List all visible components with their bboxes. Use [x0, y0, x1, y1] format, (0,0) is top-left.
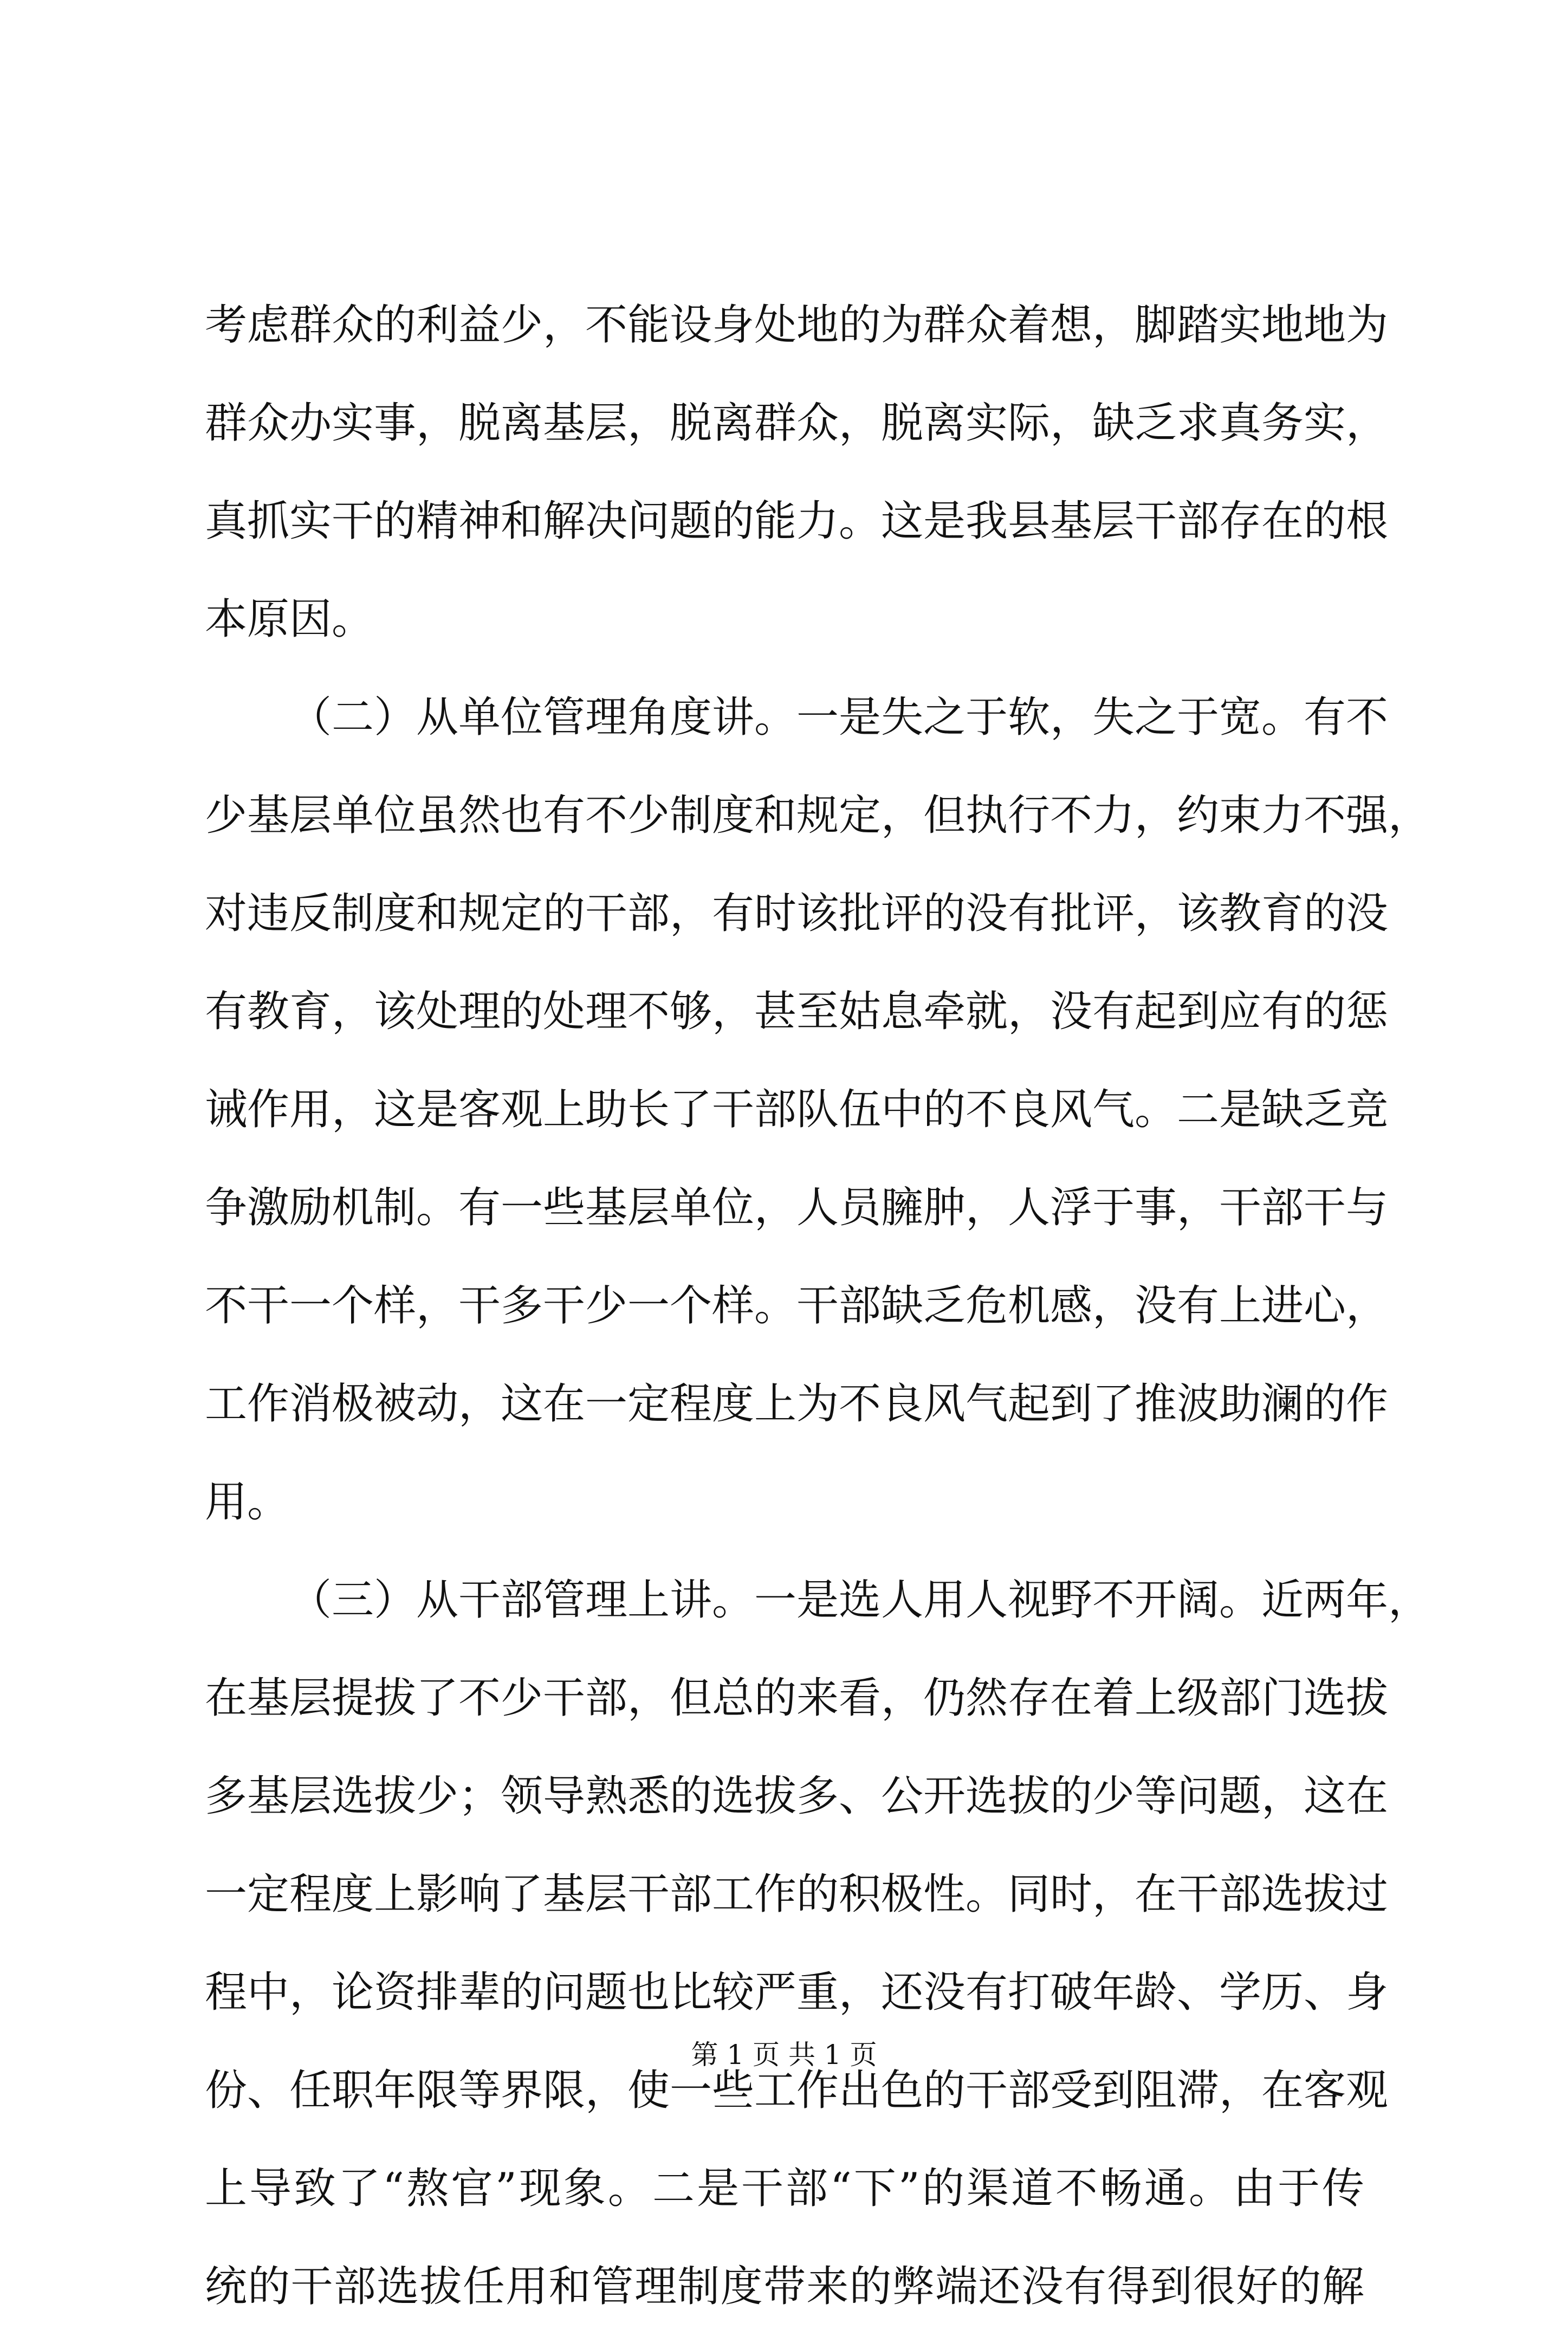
page-footer: 第 1 页 共 1 页 — [691, 2039, 877, 2070]
text-line-3: 真抓实干的精神和解决问题的能力。这是我县基层干部存在的根 — [205, 497, 1389, 546]
text-line-9: 诫作用，这是客观上助长了干部队伍中的不良风气。二是缺乏竞 — [205, 1085, 1389, 1134]
text-line-18: 程中，论资排辈的问题也比较严重，还没有打破年龄、学历、身 — [205, 1968, 1389, 2017]
text-line-10: 争激励机制。有一些基层单位，人员臃肿，人浮于事，干部干与 — [205, 1183, 1389, 1232]
text-line-19: 份、任职年限等界限，使一些工作出色的干部受到阻滞，在客观 — [205, 2066, 1389, 2115]
text-line-21: 统的干部选拔任用和管理制度带来的弊端还没有得到很好的解 — [205, 2262, 1364, 2311]
text-line-20: 上导致了“熬官”现象。二是干部“下”的渠道不畅通。由于传 — [205, 2164, 1364, 2213]
text-line-5: （二）从单位管理角度讲。一是失之于软，失之于宽。有不 — [289, 693, 1389, 742]
text-line-15: 在基层提拔了不少干部，但总的来看，仍然存在着上级部门选拔 — [205, 1674, 1389, 1723]
text-line-7: 对违反制度和规定的干部，有时该批评的没有批评，该教育的没 — [205, 889, 1389, 938]
text-line-4: 本原因。 — [205, 595, 374, 644]
text-line-14: （三）从干部管理上讲。一是选人用人视野不开阔。近两年， — [289, 1576, 1431, 1625]
text-line-13: 用。 — [205, 1478, 290, 1526]
text-line-6: 少基层单位虽然也有不少制度和规定，但执行不力，约束力不强， — [205, 791, 1431, 840]
text-line-8: 有教育，该处理的处理不够，甚至姑息牵就，没有起到应有的惩 — [205, 987, 1389, 1036]
body-text — [205, 276, 1431, 2336]
text-line-11: 不干一个样，干多干少一个样。干部缺乏危机感，没有上进心， — [205, 1282, 1389, 1330]
text-line-1: 考虑群众的利益少，不能设身处地的为群众着想，脚踏实地地为 — [205, 301, 1389, 350]
text-line-17: 一定程度上影响了基层干部工作的积极性。同时，在干部选拔过 — [205, 1870, 1389, 1919]
text-line-2: 群众办实事，脱离基层，脱离群众，脱离实际，缺乏求真务实， — [205, 399, 1389, 448]
text-line-16: 多基层选拔少；领导熟悉的选拔多、公开选拔的少等问题，这在 — [205, 1772, 1389, 1821]
text-line-12: 工作消极被动，这在一定程度上为不良风气起到了推波助澜的作 — [205, 1380, 1389, 1428]
